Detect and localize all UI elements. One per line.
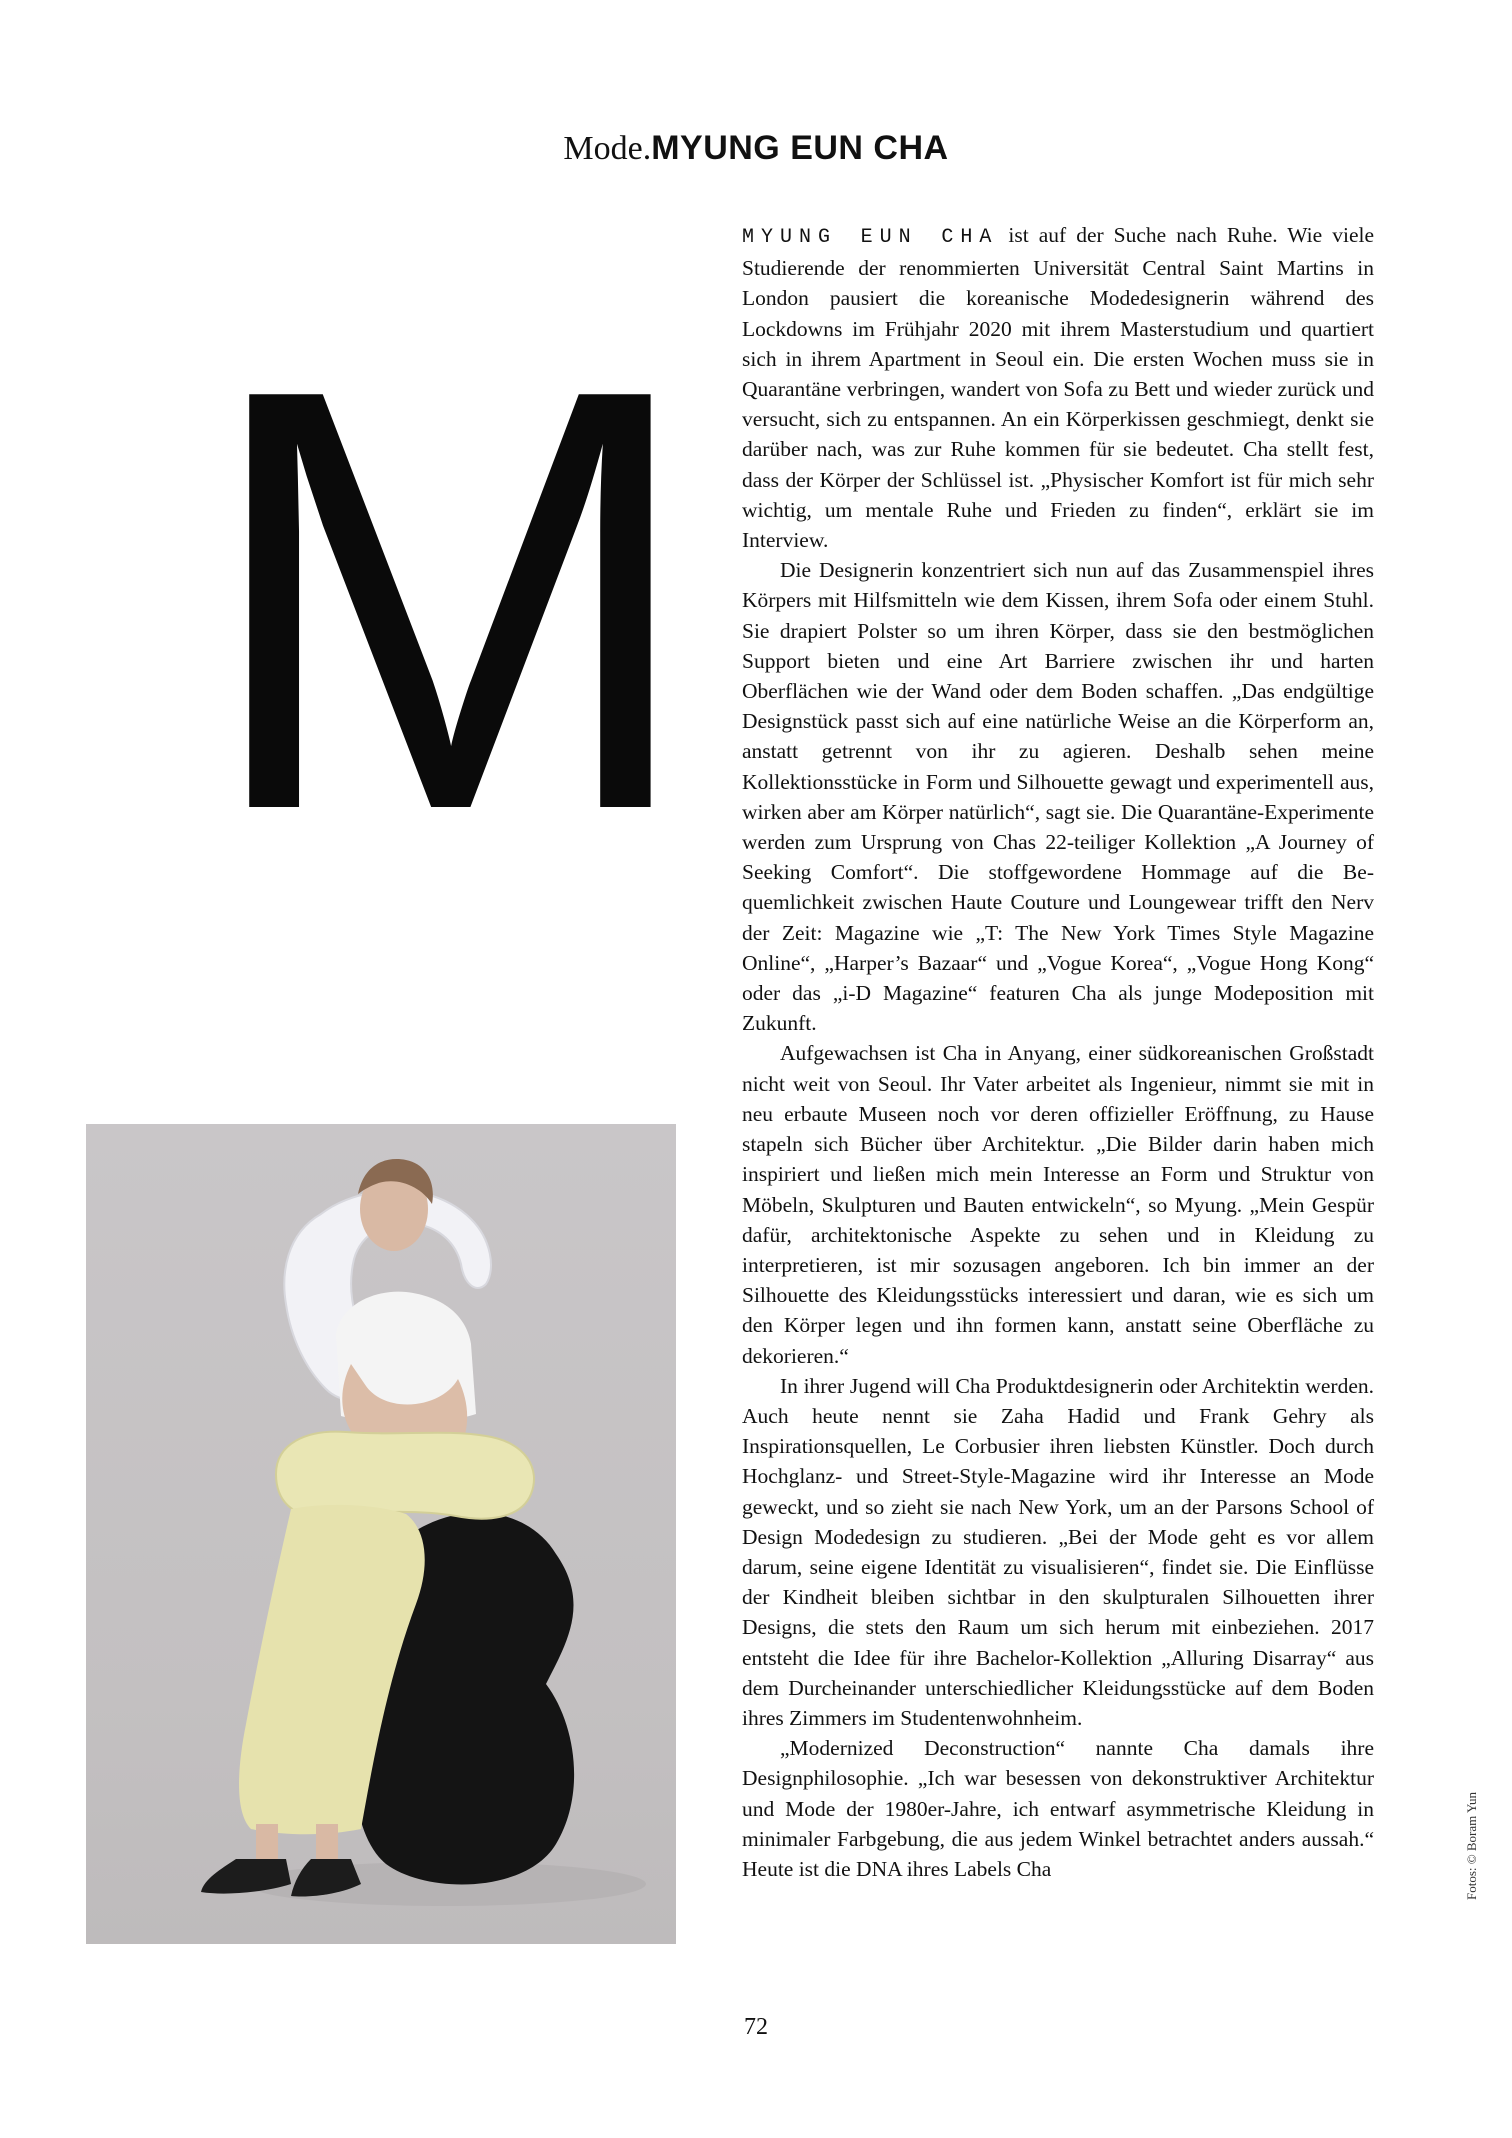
- article-paragraph-5: „Modernized Deconstruction“ nannte Cha damals ihre Designphilosophie. „Ich war besessen von dekonstruktiver Architektur und Mode der 1980er-Jahre, ich entwarf asymmetrische Kleidung in minimaler Farbgebung, die aus jedem Winkel betrachtet anders aussah.“ Heute ist die DNA ihres Labels Cha: [742, 1736, 1374, 1881]
- yellow-cushion-roll: [276, 1432, 534, 1519]
- article-paragraph-1-text: ist auf der Suche nach Ruhe. Wie viele Studierende der renommierten Universität Central Saint Martins in London pausiert die koreanische Modedesignerin während des Lockdowns im Frühjahr 2020 mit ihrem Masterstudium und quartiert sich in ihrem Apartment in Seoul ein. Die ersten Wochen muss sie in Quarantäne verbringen, wandert von Sofa zu Bett und wieder zurück und versucht, sich zu entspannen. An ein Körperkissen geschmiegt, denkt sie darüber nach, was zur Ruhe kommen für sie bedeutet. Cha stellt fest, dass der Körper der Schlüssel ist. „Physischer Komfort ist für mich sehr wichtig, um mentale Ruhe und Frieden zu finden“, erklärt sie im Interview.: [742, 223, 1375, 553]
- page-number: 72: [744, 2014, 768, 2040]
- article-paragraph-4: In ihrer Jugend will Cha Produktdesignerin oder Architektin werden. Auch heute nennt sie Zaha Hadid und Frank Gehry als Inspirationsquellen, Le Corbusier ihren liebsten Künstler. Doch durch Hochglanz- und Street-Style-Magazine wird ihr Interesse an Mode geweckt, und so zieht sie nach New York, um an der Parsons School of Design Modedesign zu studieren. „Bei der Mode geht es vor allem darum, seine eigene Identität zu visualisieren“, findet sie. Die Einflüsse der Kindheit bleiben sichtbar in den skulpturalen Silhouetten ihrer Designs, die stets den Raum um sich herum mit einbeziehen. 2017 entsteht die Idee für ihre Bachelor-Kollektion „Alluring Disarray“ aus dem Durcheinander unterschiedlicher Kleidungsstücke auf dem Boden ihres Zimmers im Studentenwohnheim.: [742, 1373, 1374, 1730]
- right-leg: [316, 1824, 338, 1864]
- section-header: [0, 128, 1512, 169]
- photo-credit: Fotos: © Boram Yun: [1464, 1792, 1479, 1900]
- designer-name-title: MYUNG EUN CHA: [651, 129, 949, 167]
- section-label: Mode.: [563, 130, 652, 167]
- fashion-photo: [86, 1124, 676, 1944]
- article-paragraph-3: Aufgewachsen ist Cha in Anyang, einer südkoreanischen Großstadt nicht weit von Seoul. Ihr Vater arbeitet als Ingenieur, nimmt sie mit in neu erbaute Museen noch vor deren offizieller Eröffnung, zu Hause stapeln sich Bücher über Architektur. „Die Bilder darin haben mich inspiriert und ließen mich mein Interesse an Form und Struktur von Möbeln, Skulpturen und Bauten entwickeln“, so Myung. „Mein Gespür dafür, architektonische Aspekte zu sehen und in Kleidung zu interpretieren, ist mir sozusagen angeboren. Ich bin immer an der Silhouette des Kleidungsstücks interessiert und daran, wie es sich um den Körper legen und ihn formen kann, anstatt seine Oberfläche zu dekorieren.“: [742, 1041, 1374, 1368]
- article-paragraph-2: Die Designerin konzentriert sich nun auf das Zusammenspiel ihres Körpers mit Hilfsmitteln wie dem Kissen, ihrem Sofa oder einem Stuhl. Sie drapiert Polster so um ihren Körper, dass sie den bestmöglichen Support bieten und eine Art Barriere zwischen ihr und harten Oberflächen wie der Wand oder dem Boden schaffen. „Das endgültige Designstück passt sich auf eine natürliche Weise an die Körperform an, anstatt getrennt von ihr zu agieren. Deshalb sehen meine Kollektionsstücke in Form und Silhouette gewagt und experimentell aus, wirken aber am Körper natürlich“, sagt sie. Die Quarantäne-Experimente werden zum Ursprung von Chas 22-teiliger Kollektion „A Journey of Seeking Comfort“. Die stoffgewordene Hommage auf die Bequemlichkeit zwischen Haute Couture und Loungewear trifft den Nerv der Zeit: Magazine wie „T: The New York Times Style Magazine Online“, „Harper’s Bazaar“ und „Vogue Korea“, „Vogue Hong Kong“ oder das „i-D Magazine“ featuren Cha als junge Modeposition mit Zukunft.: [742, 558, 1374, 1036]
- decorative-initial: M: [200, 265, 700, 935]
- left-leg: [256, 1824, 278, 1864]
- article-body: [742, 220, 1374, 2050]
- article-paragraph-1: [742, 220, 1374, 555]
- article-leadin: MYUNG EUN CHA: [742, 226, 999, 249]
- fashion-photo-illustration: [86, 1124, 676, 1944]
